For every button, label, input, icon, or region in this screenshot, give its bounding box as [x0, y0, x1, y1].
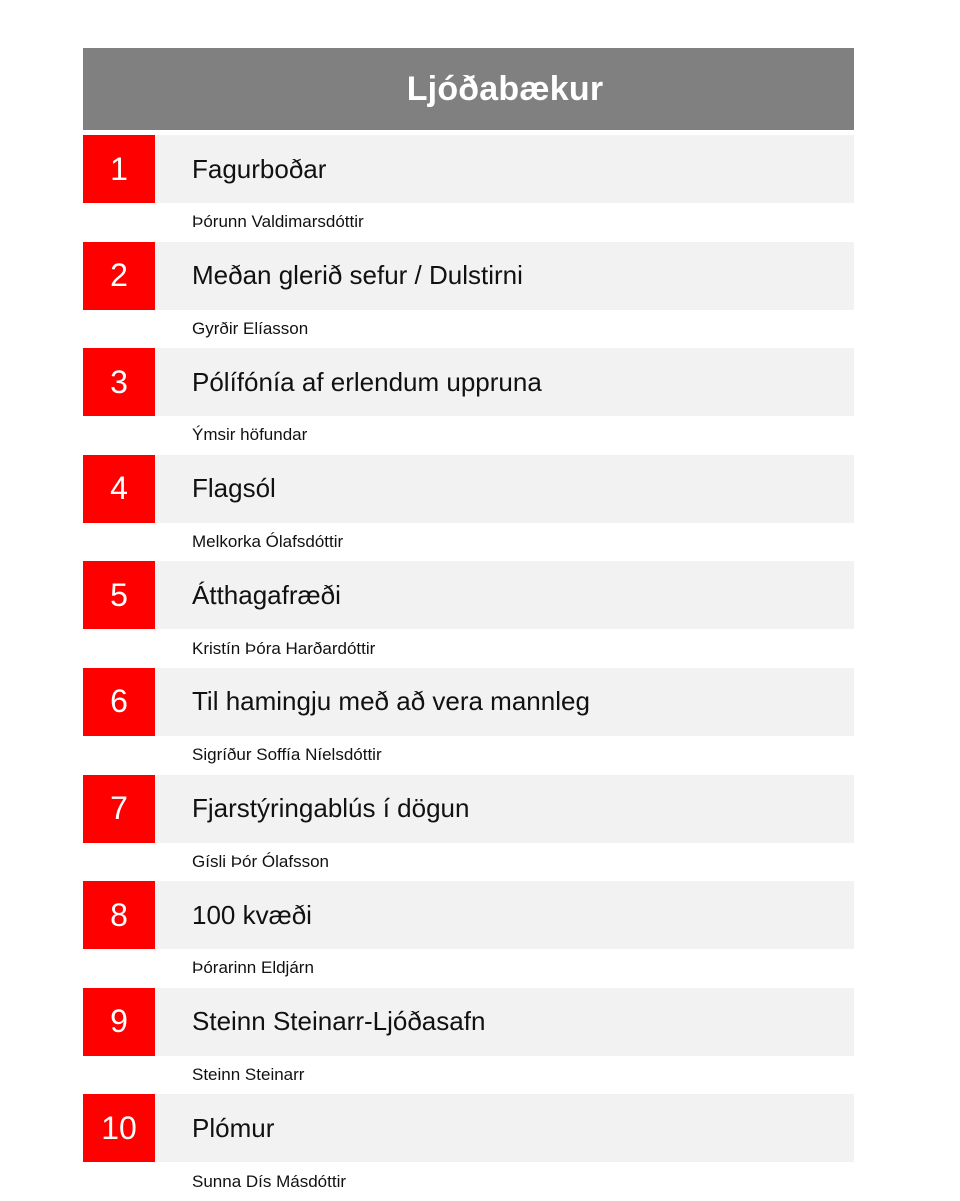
- rank-badge: 8: [83, 881, 155, 949]
- book-entry: [83, 348, 854, 455]
- list-title: Ljóðabækur: [406, 69, 604, 108]
- book-entry: [83, 455, 854, 562]
- book-title: Steinn Steinarr-Ljóðasafn: [155, 988, 854, 1056]
- book-entry-head: [83, 561, 854, 629]
- book-author: Melkorka Ólafsdóttir: [192, 532, 344, 552]
- book-title: Til hamingju með að vera mannleg: [155, 668, 854, 736]
- book-author: Sigríður Soffía Níelsdóttir: [192, 745, 382, 765]
- rank-badge: 9: [83, 988, 155, 1056]
- book-entry-head: [83, 881, 854, 949]
- book-title: Meðan glerið sefur / Dulstirni: [155, 242, 854, 310]
- book-entry: [83, 135, 854, 242]
- book-entry-head: [83, 242, 854, 310]
- rank-badge: 6: [83, 668, 155, 736]
- book-title: Fagurboðar: [155, 135, 854, 203]
- book-entry-head: [83, 775, 854, 843]
- book-author: Kristín Þóra Harðardóttir: [192, 638, 376, 658]
- book-entry-head: [83, 668, 854, 736]
- book-entry-head: [83, 455, 854, 523]
- book-author: Þórarinn Eldjárn: [192, 958, 314, 978]
- rank-badge: 1: [83, 135, 155, 203]
- book-entry: [83, 668, 854, 775]
- rank-badge: 5: [83, 561, 155, 629]
- book-author: Steinn Steinarr: [192, 1065, 305, 1085]
- rank-badge: 10: [83, 1094, 155, 1162]
- book-title: Pólífónía af erlendum uppruna: [155, 348, 854, 416]
- book-title: Fjarstýringablús í dögun: [155, 775, 854, 843]
- book-title: Flagsól: [155, 455, 854, 523]
- book-entry: [83, 775, 854, 882]
- rank-badge: 7: [83, 775, 155, 843]
- book-entry-head: [83, 135, 854, 203]
- rank-badge: 3: [83, 348, 155, 416]
- book-entry-head: [83, 988, 854, 1056]
- book-entries: [83, 135, 854, 1201]
- book-entry-head: [83, 348, 854, 416]
- book-title: Plómur: [155, 1094, 854, 1162]
- book-author: Ýmsir höfundar: [192, 425, 308, 445]
- book-entry: [83, 561, 854, 668]
- book-title: Átthagafræði: [155, 561, 854, 629]
- book-entry-head: [83, 1094, 854, 1162]
- rank-badge: 4: [83, 455, 155, 523]
- book-title: 100 kvæði: [155, 881, 854, 949]
- book-entry: [83, 1094, 854, 1201]
- list-header: [83, 48, 854, 130]
- book-entry: [83, 988, 854, 1095]
- book-author: Gyrðir Elíasson: [192, 318, 309, 338]
- book-author: Sunna Dís Másdóttir: [192, 1171, 347, 1191]
- book-entry: [83, 881, 854, 988]
- rank-badge: 2: [83, 242, 155, 310]
- bestseller-list: [83, 48, 854, 1201]
- book-entry: [83, 242, 854, 349]
- book-author: Þórunn Valdimarsdóttir: [192, 212, 364, 232]
- book-author: Gísli Þór Ólafsson: [192, 851, 329, 871]
